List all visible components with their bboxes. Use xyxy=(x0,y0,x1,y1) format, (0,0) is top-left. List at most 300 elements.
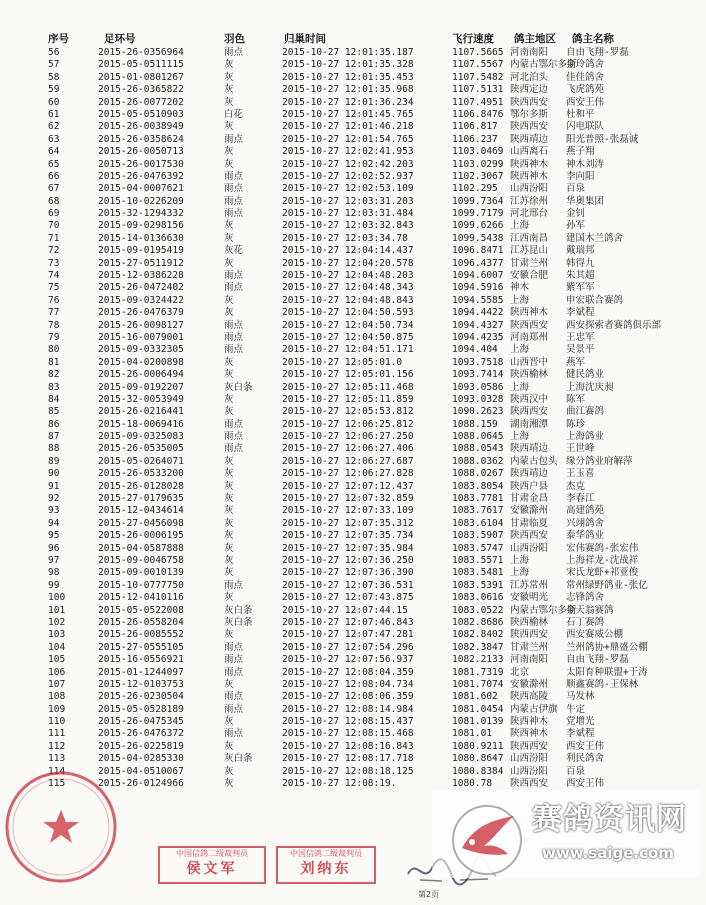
cell-region: 陕西西安 xyxy=(510,96,549,108)
table-row xyxy=(0,71,700,84)
cell-ring: 2015-10-0777750 xyxy=(98,579,184,591)
cell-owner: 西安探索者赛鸽俱乐部 xyxy=(566,319,662,331)
table-row xyxy=(0,715,700,728)
table-row xyxy=(0,542,700,555)
cell-owner: 李春江 xyxy=(566,493,595,505)
cell-color: 灰 xyxy=(224,257,234,269)
cell-speed: 1107.5665 xyxy=(452,47,504,58)
cell-time: 2015-10-27 12:08:17.718 xyxy=(282,753,414,765)
cell-region: 陕西汉中 xyxy=(510,393,549,405)
cell-speed: 1093.0328 xyxy=(452,393,504,405)
cell-ring: 2015-26-0535005 xyxy=(98,443,184,455)
cell-no: 112 xyxy=(48,740,66,752)
cell-region: 甘肃临夏 xyxy=(510,517,549,529)
cell-speed: 1093.0586 xyxy=(452,381,504,393)
cell-no: 63 xyxy=(48,133,60,145)
cell-ring: 2015-26-0006195 xyxy=(98,530,184,542)
cell-owner: 杰克 xyxy=(566,480,586,492)
cell-owner: 燕军 xyxy=(566,356,586,368)
cell-region: 上海 xyxy=(510,567,530,579)
cell-no: 73 xyxy=(48,257,60,269)
cell-owner: 韩得九 xyxy=(566,257,595,269)
cell-time: 2015-10-27 12:07:12.437 xyxy=(282,480,414,492)
cell-no: 98 xyxy=(48,567,60,579)
cell-owner: 佳佳鸽舍 xyxy=(566,71,605,83)
cell-no: 69 xyxy=(48,208,60,220)
header-owner: 鸽主名称 xyxy=(572,33,614,45)
header-region: 鸽主地区 xyxy=(514,33,556,45)
cell-owner: 建国木兰鸽舍 xyxy=(566,232,624,244)
cell-speed: 1083.8054 xyxy=(452,480,504,492)
cell-time: 2015-10-27 12:02:42.203 xyxy=(282,158,414,170)
cell-owner: 泰华鸽业 xyxy=(566,530,605,542)
cell-speed: 1106.817 xyxy=(452,121,498,133)
cell-time: 2015-10-27 12:04:51.171 xyxy=(282,344,414,356)
cell-speed: 1083.7617 xyxy=(452,505,504,517)
cell-owner: 上海祥龙-沈战祥 xyxy=(566,554,639,566)
cell-time: 2015-10-27 12:08:16.843 xyxy=(282,740,414,752)
cell-owner: 金天翁赛鸽 xyxy=(566,604,614,616)
cell-speed: 1081.0454 xyxy=(452,703,504,715)
cell-no: 91 xyxy=(48,480,60,492)
cell-region: 上海 xyxy=(510,344,530,356)
table-row xyxy=(0,430,700,443)
cell-region: 陕西西安 xyxy=(510,319,549,331)
header-speed: 飞行速度 xyxy=(452,33,494,45)
cell-no: 59 xyxy=(48,84,60,96)
cell-region: 神木 xyxy=(510,282,530,294)
cell-ring: 2015-05-0528189 xyxy=(98,703,184,715)
cell-no: 77 xyxy=(48,307,60,319)
cell-no: 65 xyxy=(48,158,60,170)
cell-no: 85 xyxy=(48,406,60,418)
cell-ring: 2015-26-0006494 xyxy=(98,369,184,381)
cell-speed: 1083.5907 xyxy=(452,530,504,542)
cell-ring: 2015-26-0225819 xyxy=(98,740,184,752)
cell-speed: 1080.9211 xyxy=(452,740,504,752)
table-row xyxy=(0,727,700,740)
cell-time: 2015-10-27 12:04:48.843 xyxy=(282,294,414,306)
cell-owner: 志锋鸽舍 xyxy=(566,592,605,604)
cell-owner: 华奥集团 xyxy=(566,195,605,207)
cell-color: 灰白条 xyxy=(224,616,253,628)
cell-owner: 高建鸽苑 xyxy=(566,505,605,517)
cell-time: 2015-10-27 12:01:36.234 xyxy=(282,96,414,108)
cell-speed: 1106.237 xyxy=(452,133,498,145)
cell-owner: 自由飞翔-罗磊 xyxy=(566,654,629,666)
cell-region: 安徽滁州 xyxy=(510,678,549,690)
cell-owner: 西安王伟 xyxy=(566,740,605,752)
cell-color: 灰白条 xyxy=(224,381,253,393)
cell-color: 灰 xyxy=(224,356,234,368)
cell-region: 河南郑州 xyxy=(510,331,549,343)
cell-no: 64 xyxy=(48,146,60,158)
cell-region: 上海 xyxy=(510,294,530,306)
table-row xyxy=(0,591,700,604)
cell-ring: 2015-05-0511115 xyxy=(98,59,184,71)
cell-speed: 1094.404 xyxy=(452,344,498,356)
cell-no: 111 xyxy=(48,728,66,740)
cell-no: 109 xyxy=(48,703,66,715)
table-row xyxy=(0,244,700,257)
cell-no: 83 xyxy=(48,381,60,393)
cell-owner: 李斌程 xyxy=(566,728,595,740)
cell-no: 78 xyxy=(48,319,60,331)
cell-ring: 2015-12-0434614 xyxy=(98,505,184,517)
cell-region: 山西汾阳 xyxy=(510,183,549,195)
cell-speed: 1083.5747 xyxy=(452,542,504,554)
cell-owner: 朱其超 xyxy=(566,270,595,282)
cell-ring: 2015-01-1244097 xyxy=(98,666,184,678)
table-row xyxy=(0,529,700,542)
cell-speed: 1082.2133 xyxy=(452,654,504,666)
cell-color: 灰 xyxy=(224,765,234,777)
cell-ring: 2015-09-0325083 xyxy=(98,431,184,443)
referee-stamp-1 xyxy=(158,846,266,884)
cell-speed: 1081.0139 xyxy=(452,716,504,728)
cell-color: 灰 xyxy=(224,505,234,517)
cell-region: 河北邢台 xyxy=(510,208,549,220)
cell-ring: 2015-32-0053949 xyxy=(98,393,184,405)
cell-speed: 1081.7074 xyxy=(452,678,504,690)
cell-ring: 2015-09-0046758 xyxy=(98,554,184,566)
cell-speed: 1083.6104 xyxy=(452,517,504,529)
cell-owner: 王玉喜 xyxy=(566,468,595,480)
cell-no: 68 xyxy=(48,195,60,207)
cell-no: 75 xyxy=(48,282,60,294)
cell-color: 灰 xyxy=(224,678,234,690)
cell-region: 山西晋中 xyxy=(510,356,549,368)
cell-ring: 2015-01-0801267 xyxy=(98,71,184,83)
table-row xyxy=(0,343,700,356)
cell-time: 2015-10-27 12:05:11.468 xyxy=(282,381,414,393)
cell-color: 雨点 xyxy=(224,728,244,740)
table-row xyxy=(0,628,700,641)
cell-ring: 2015-26-0475345 xyxy=(98,716,184,728)
cell-region: 陕西靖边 xyxy=(510,443,549,455)
cell-region: 安徽滁州 xyxy=(510,505,549,517)
table-row xyxy=(0,232,700,245)
cell-time: 2015-10-27 12:07:32.859 xyxy=(282,493,414,505)
cell-time: 2015-10-27 12:07:47.281 xyxy=(282,629,414,641)
cell-color: 灰 xyxy=(224,629,234,641)
referee-stamp-1-name: 侯文军 xyxy=(186,861,238,877)
cell-color: 灰 xyxy=(224,530,234,542)
cell-no: 97 xyxy=(48,554,60,566)
cell-ring: 2015-16-0556921 xyxy=(98,654,184,666)
table-row xyxy=(0,405,700,418)
association-seal xyxy=(2,768,120,886)
cell-owner: 上海鸽业 xyxy=(566,431,605,443)
cell-region: 陕西西安 xyxy=(510,778,549,789)
cell-owner: 陈珍 xyxy=(566,418,586,430)
cell-ring: 2015-26-0356964 xyxy=(98,47,184,58)
cell-color: 灰 xyxy=(224,96,234,108)
cell-region: 河南南阳 xyxy=(510,654,549,666)
page-number: 第2页 xyxy=(418,890,440,899)
cell-ring: 2015-32-1294332 xyxy=(98,208,184,220)
cell-speed: 1083.5481 xyxy=(452,567,504,579)
cell-time: 2015-10-27 12:05:53.812 xyxy=(282,406,414,418)
cell-time: 2015-10-27 12:08:04.359 xyxy=(282,666,414,678)
cell-ring: 2015-16-0079001 xyxy=(98,331,184,343)
cell-owner: 西安赛威公棚 xyxy=(566,629,624,641)
cell-owner: 党增光 xyxy=(566,716,595,728)
cell-speed: 1080.78 xyxy=(452,778,493,789)
cell-time: 2015-10-27 12:07:35.734 xyxy=(282,530,414,542)
table-row xyxy=(0,690,700,703)
cell-time: 2015-10-27 12:07:35.312 xyxy=(282,517,414,529)
table-row xyxy=(0,467,700,480)
cell-ring: 2015-26-0476372 xyxy=(98,728,184,740)
cell-region: 河北泊头 xyxy=(510,71,549,83)
cell-speed: 1093.7518 xyxy=(452,356,504,368)
cell-region: 甘肃金昌 xyxy=(510,493,549,505)
cell-region: 北京 xyxy=(510,666,530,678)
cell-time: 2015-10-27 12:07:36.390 xyxy=(282,567,414,579)
cell-owner: 牛定 xyxy=(566,703,586,715)
cell-no: 100 xyxy=(48,592,66,604)
cell-no: 104 xyxy=(48,641,66,653)
referee-stamp-1-title: 中国信鸽二级裁判员 xyxy=(176,849,248,858)
cell-color: 雨点 xyxy=(224,641,244,653)
cell-color: 雨点 xyxy=(224,418,244,430)
cell-color: 雨点 xyxy=(224,703,244,715)
cell-speed: 1081.602 xyxy=(452,691,498,703)
cell-speed: 1088.0543 xyxy=(452,443,504,455)
cell-no: 108 xyxy=(48,691,66,703)
cell-speed: 1094.5916 xyxy=(452,282,504,294)
cell-ring: 2015-09-0298156 xyxy=(98,220,184,232)
cell-speed: 1094.5585 xyxy=(452,294,504,306)
cell-ring: 2015-12-0103753 xyxy=(98,678,184,690)
cell-color: 灰 xyxy=(224,480,234,492)
cell-no: 66 xyxy=(48,170,60,182)
cell-ring: 2015-09-0324422 xyxy=(98,294,184,306)
table-row xyxy=(0,257,700,270)
cell-no: 67 xyxy=(48,183,60,195)
cell-no: 106 xyxy=(48,666,66,678)
cell-speed: 1081.01 xyxy=(452,728,493,740)
cell-no: 58 xyxy=(48,71,60,83)
cell-color: 雨点 xyxy=(224,170,244,182)
table-row xyxy=(0,120,700,133)
cell-speed: 1103.0299 xyxy=(452,158,504,170)
cell-ring: 2015-26-0128028 xyxy=(98,480,184,492)
cell-region: 陕西榆林 xyxy=(510,616,549,628)
cell-ring: 2015-26-0476379 xyxy=(98,307,184,319)
cell-owner: 阳光普照-张磊诚 xyxy=(566,133,639,145)
cell-owner: 金玲鸽舍 xyxy=(566,59,605,71)
cell-color: 灰 xyxy=(224,542,234,554)
cell-speed: 1099.5438 xyxy=(452,232,504,244)
cell-no: 94 xyxy=(48,517,60,529)
cell-time: 2015-10-27 12:04:50.734 xyxy=(282,319,414,331)
cell-region: 陕西神木 xyxy=(510,716,549,728)
cell-region: 内蒙古鄂尔多斯 xyxy=(510,604,577,616)
cell-no: 82 xyxy=(48,369,60,381)
table-row xyxy=(0,653,700,666)
table-row xyxy=(0,554,700,567)
cell-no: 87 xyxy=(48,431,60,443)
cell-color: 灰 xyxy=(224,121,234,133)
cell-time: 2015-10-27 12:06:27.687 xyxy=(282,455,414,467)
cell-no: 57 xyxy=(48,59,60,71)
cell-no: 114 xyxy=(48,765,66,777)
cell-ring: 2015-04-0007621 xyxy=(98,183,184,195)
cell-no: 95 xyxy=(48,530,60,542)
cell-time: 2015-10-27 12:07:36.250 xyxy=(282,554,414,566)
cell-time: 2015-10-27 12:04:48.203 xyxy=(282,270,414,282)
cell-speed: 1083.5391 xyxy=(452,579,504,591)
cell-region: 陕西西安 xyxy=(510,740,549,752)
cell-speed: 1094.4327 xyxy=(452,319,504,331)
table-row xyxy=(0,356,700,369)
cell-speed: 1094.6007 xyxy=(452,270,504,282)
cell-color: 雨点 xyxy=(224,208,244,220)
cell-region: 陕西神木 xyxy=(510,307,549,319)
cell-no: 115 xyxy=(48,778,66,789)
cell-owner: 戴瑞邦 xyxy=(566,245,595,257)
cell-ring: 2015-26-0017530 xyxy=(98,158,184,170)
cell-color: 灰白条 xyxy=(224,604,253,616)
table-row xyxy=(0,219,700,232)
table-row xyxy=(0,108,700,121)
table-row xyxy=(0,331,700,344)
cell-color: 灰 xyxy=(224,158,234,170)
cell-ring: 2015-04-0285330 xyxy=(98,753,184,765)
cell-ring: 2015-26-0358624 xyxy=(98,133,184,145)
cell-time: 2015-10-27 12:07:43.875 xyxy=(282,592,414,604)
table-row xyxy=(0,480,700,493)
cell-no: 72 xyxy=(48,245,60,257)
cell-owner: 王忠军 xyxy=(566,331,595,343)
cell-color: 雨点 xyxy=(224,666,244,678)
cell-owner: 马发林 xyxy=(566,691,595,703)
cell-ring: 2015-09-0010139 xyxy=(98,567,184,579)
watermark-url: www.saige.com xyxy=(542,844,674,862)
cell-time: 2015-10-27 12:03:34.78 xyxy=(282,232,408,244)
cell-color: 灰 xyxy=(224,554,234,566)
cell-color: 灰 xyxy=(224,71,234,83)
table-row xyxy=(0,96,700,109)
table-row xyxy=(0,195,700,208)
cell-color: 灰花 xyxy=(224,245,244,257)
cell-no: 62 xyxy=(48,121,60,133)
cell-time: 2015-10-27 12:07:33.109 xyxy=(282,505,414,517)
cell-owner: 兰州鸽协+鼎盛公棚 xyxy=(566,641,648,653)
cell-speed: 1107.5482 xyxy=(452,71,504,83)
table-row xyxy=(0,418,700,431)
cell-owner: 王世峰 xyxy=(566,443,595,455)
cell-region: 上海 xyxy=(510,381,530,393)
cell-time: 2015-10-27 12:06:27.250 xyxy=(282,431,414,443)
cell-owner: 李斌程 xyxy=(566,307,595,319)
cell-color: 灰 xyxy=(224,59,234,71)
cell-region: 上海 xyxy=(510,554,530,566)
cell-color: 灰 xyxy=(224,307,234,319)
cell-ring: 2015-05-0264071 xyxy=(98,455,184,467)
table-row xyxy=(0,207,700,220)
cell-no: 107 xyxy=(48,678,66,690)
cell-color: 雨点 xyxy=(224,195,244,207)
cell-region: 江苏常州 xyxy=(510,579,549,591)
cell-speed: 1106.8476 xyxy=(452,108,504,120)
cell-owner: 陈军 xyxy=(566,393,586,405)
table-row xyxy=(0,83,700,96)
cell-ring: 2015-05-0510903 xyxy=(98,108,184,120)
cell-color: 雨点 xyxy=(224,47,244,58)
cell-owner: 西安王伟 xyxy=(566,96,605,108)
cell-ring: 2015-27-0179635 xyxy=(98,493,184,505)
cell-time: 2015-10-27 12:04:20.578 xyxy=(282,257,414,269)
cell-owner: 紫军军 xyxy=(566,282,595,294)
cell-no: 76 xyxy=(48,294,60,306)
cell-time: 2015-10-27 12:03:32.843 xyxy=(282,220,414,232)
cell-owner: 宋氏龙虾+祁亚俊 xyxy=(566,567,639,579)
cell-time: 2015-10-27 12:01:46.218 xyxy=(282,121,414,133)
cell-region: 山西汾阳 xyxy=(510,542,549,554)
cell-ring: 2015-12-0410116 xyxy=(98,592,184,604)
table-row xyxy=(0,133,700,146)
cell-time: 2015-10-27 12:08:18.125 xyxy=(282,765,414,777)
pigeon-logo-icon xyxy=(444,796,530,876)
cell-region: 陕西靖边 xyxy=(510,468,549,480)
cell-color: 灰 xyxy=(224,393,234,405)
cell-color: 灰 xyxy=(224,146,234,158)
cell-color: 白花 xyxy=(224,108,244,120)
header-time: 归巢时间 xyxy=(284,33,326,45)
table-row xyxy=(0,368,700,381)
cell-owner: 宏伟赛鸽-张宏伟 xyxy=(566,542,639,554)
cell-ring: 2015-18-0069416 xyxy=(98,418,184,430)
table-row xyxy=(0,58,700,71)
cell-no: 74 xyxy=(48,270,60,282)
cell-color: 灰 xyxy=(224,455,234,467)
cell-time: 2015-10-27 12:05:01.156 xyxy=(282,369,414,381)
cell-speed: 1094.4235 xyxy=(452,331,504,343)
table-row xyxy=(0,492,700,505)
cell-region: 陕西靖边 xyxy=(510,133,549,145)
cell-owner: 飞虎鸽苑 xyxy=(566,84,605,96)
cell-time: 2015-10-27 12:01:35.328 xyxy=(282,59,414,71)
cell-time: 2015-10-27 12:04:50.593 xyxy=(282,307,414,319)
cell-ring: 2015-26-0085552 xyxy=(98,629,184,641)
cell-ring: 2015-26-0558204 xyxy=(98,616,184,628)
cell-ring: 2015-26-0077202 xyxy=(98,96,184,108)
table-row xyxy=(0,604,700,617)
cell-color: 雨点 xyxy=(224,443,244,455)
cell-speed: 1099.7179 xyxy=(452,208,504,220)
referee-stamp-2 xyxy=(276,846,376,884)
cell-ring: 2015-27-0555105 xyxy=(98,641,184,653)
cell-ring: 2015-26-0476392 xyxy=(98,170,184,182)
cell-speed: 1083.0616 xyxy=(452,592,504,604)
cell-region: 河南南阳 xyxy=(510,47,549,58)
cell-color: 雨点 xyxy=(224,431,244,443)
cell-time: 2015-10-27 12:07:56.937 xyxy=(282,654,414,666)
cell-region: 内蒙古伊旗 xyxy=(510,703,558,715)
cell-ring: 2015-26-0098127 xyxy=(98,319,184,331)
cell-time: 2015-10-27 12:01:54.765 xyxy=(282,133,414,145)
cell-speed: 1088.0267 xyxy=(452,468,504,480)
table-row xyxy=(0,442,700,455)
cell-time: 2015-10-27 12:02:52.937 xyxy=(282,170,414,182)
cell-time: 2015-10-27 12:05:11.859 xyxy=(282,393,414,405)
cell-region: 山西汾阳 xyxy=(510,753,549,765)
cell-no: 96 xyxy=(48,542,60,554)
cell-ring: 2015-26-0124966 xyxy=(98,778,184,789)
